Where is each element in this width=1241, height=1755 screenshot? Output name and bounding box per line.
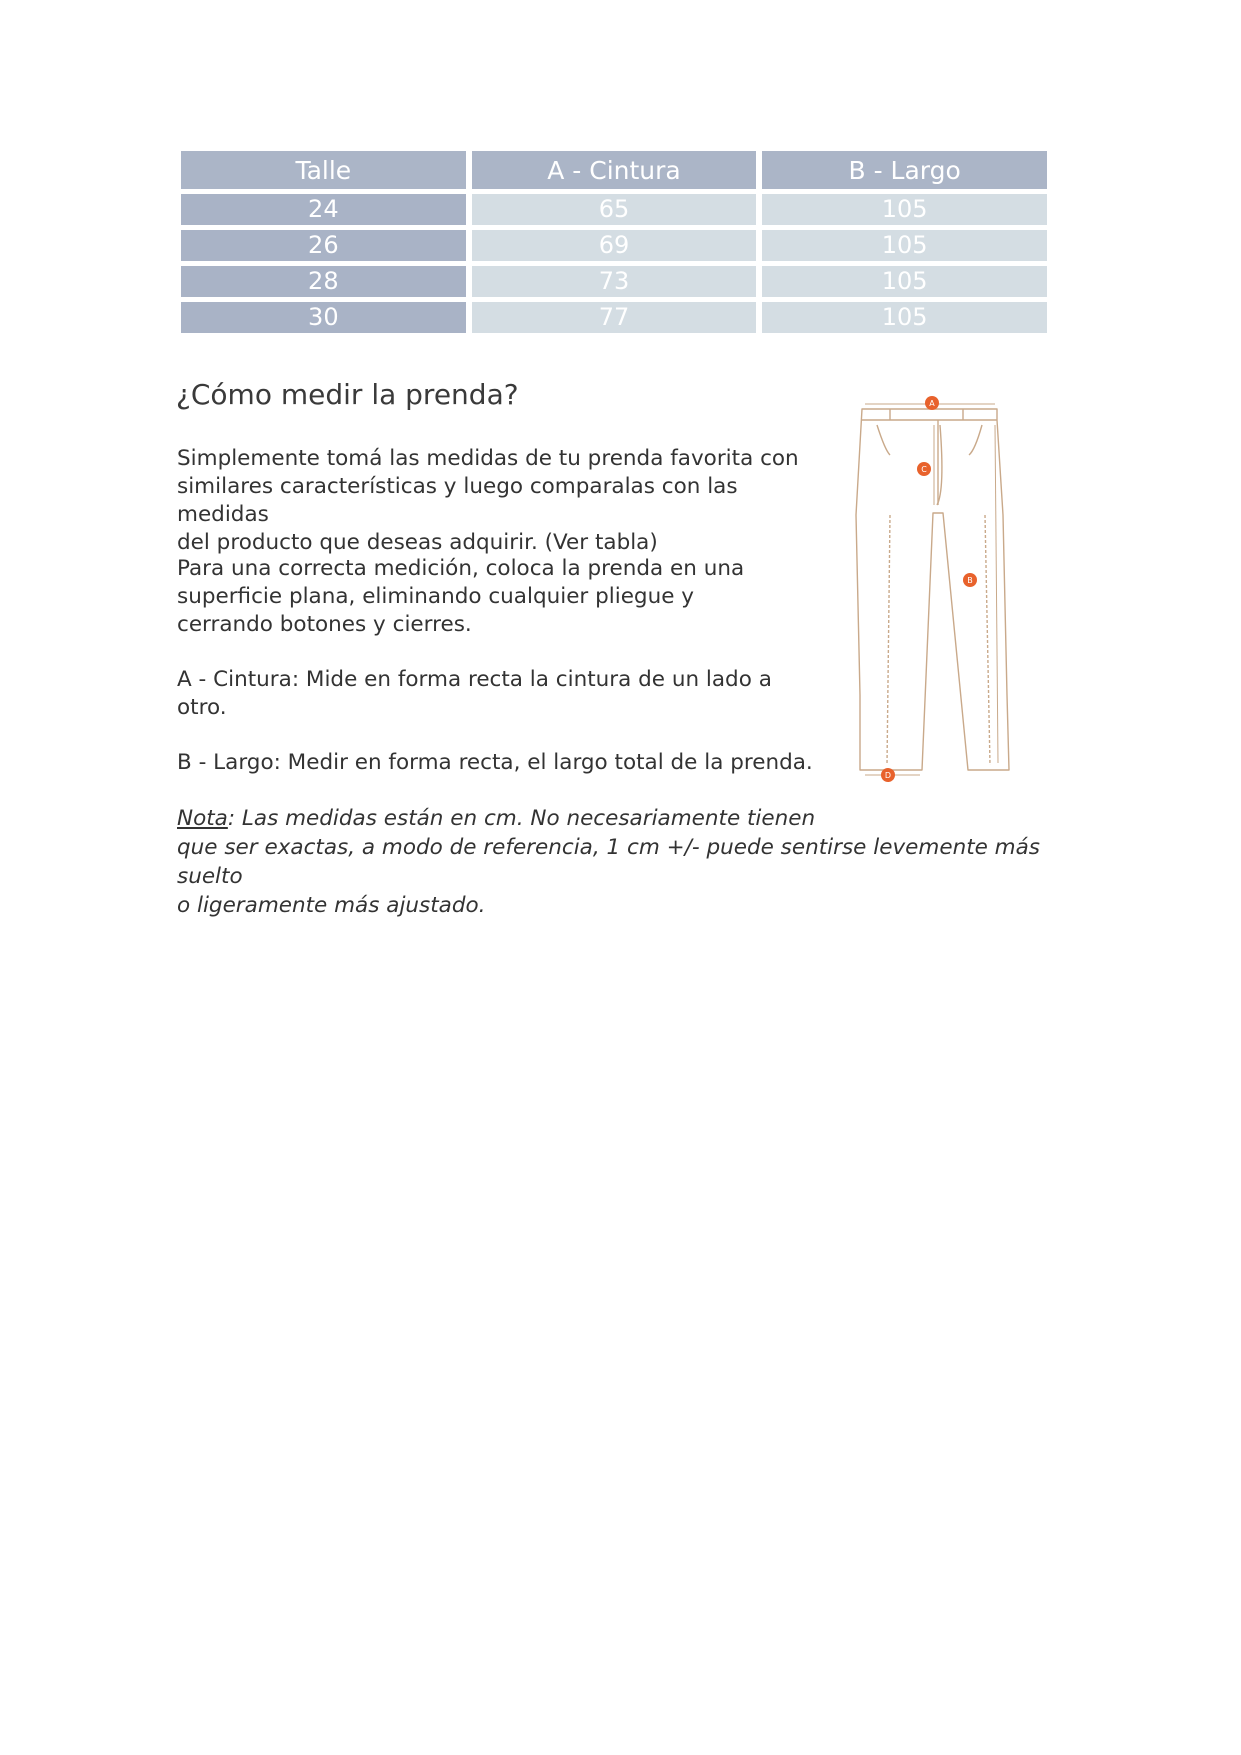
header-talle: Talle xyxy=(181,151,466,189)
table-row xyxy=(181,302,1047,333)
marker-a-label: A xyxy=(929,399,935,408)
table-row xyxy=(181,230,1047,261)
note-text: : Las medidas están en cm. No necesariamente tienen que ser exactas, a modo de referencia, 1 cm +/- puede sentirse levemente más suelto o ligeramente más ajustado. xyxy=(177,806,1041,918)
cell-talle: 28 xyxy=(181,266,466,297)
marker-d xyxy=(881,768,895,782)
cell-largo: 105 xyxy=(762,302,1047,333)
cell-largo: 105 xyxy=(762,266,1047,297)
table-header-row xyxy=(181,151,1047,189)
marker-b xyxy=(963,573,977,587)
cell-talle: 30 xyxy=(181,302,466,333)
marker-c-label: C xyxy=(921,465,927,474)
note-label: Nota xyxy=(177,806,228,831)
marker-c xyxy=(917,462,931,476)
pants-measurement-diagram xyxy=(845,395,1030,795)
cell-talle: 24 xyxy=(181,194,466,225)
cell-talle: 26 xyxy=(181,230,466,261)
cell-cintura: 65 xyxy=(472,194,757,225)
marker-a xyxy=(925,396,939,410)
guide-paragraph-preparation: Para una correcta medición, coloca la prenda en una superficie plana, eliminando cualquier pliegue y cerrando botones y cierres. xyxy=(177,556,745,637)
table-row xyxy=(181,266,1047,297)
header-cintura: A - Cintura xyxy=(472,151,757,189)
marker-d-label: D xyxy=(884,771,892,780)
pants-outline-icon xyxy=(856,409,1009,770)
cell-cintura: 77 xyxy=(472,302,757,333)
guide-note xyxy=(177,804,1077,920)
cell-largo: 105 xyxy=(762,194,1047,225)
guide-heading: ¿Cómo medir la prenda? xyxy=(176,378,519,411)
guide-paragraph-cintura: A - Cintura: Mide en forma recta la cintura de un lado a otro. xyxy=(177,667,772,720)
measure-lines-icon xyxy=(865,404,998,775)
cell-largo: 105 xyxy=(762,230,1047,261)
guide-paragraph-largo: B - Largo: Medir en forma recta, el largo total de la prenda. xyxy=(177,750,813,775)
guide-paragraph-intro: Simplemente tomá las medidas de tu prenda favorita con similares características y luego comparalas con las medidas del producto que deseas adquirir. (Ver tabla) xyxy=(177,446,799,555)
cell-cintura: 73 xyxy=(472,266,757,297)
header-largo: B - Largo xyxy=(762,151,1047,189)
table-row xyxy=(181,194,1047,225)
size-table xyxy=(175,146,1053,338)
cell-cintura: 69 xyxy=(472,230,757,261)
marker-b-label: B xyxy=(967,576,973,585)
